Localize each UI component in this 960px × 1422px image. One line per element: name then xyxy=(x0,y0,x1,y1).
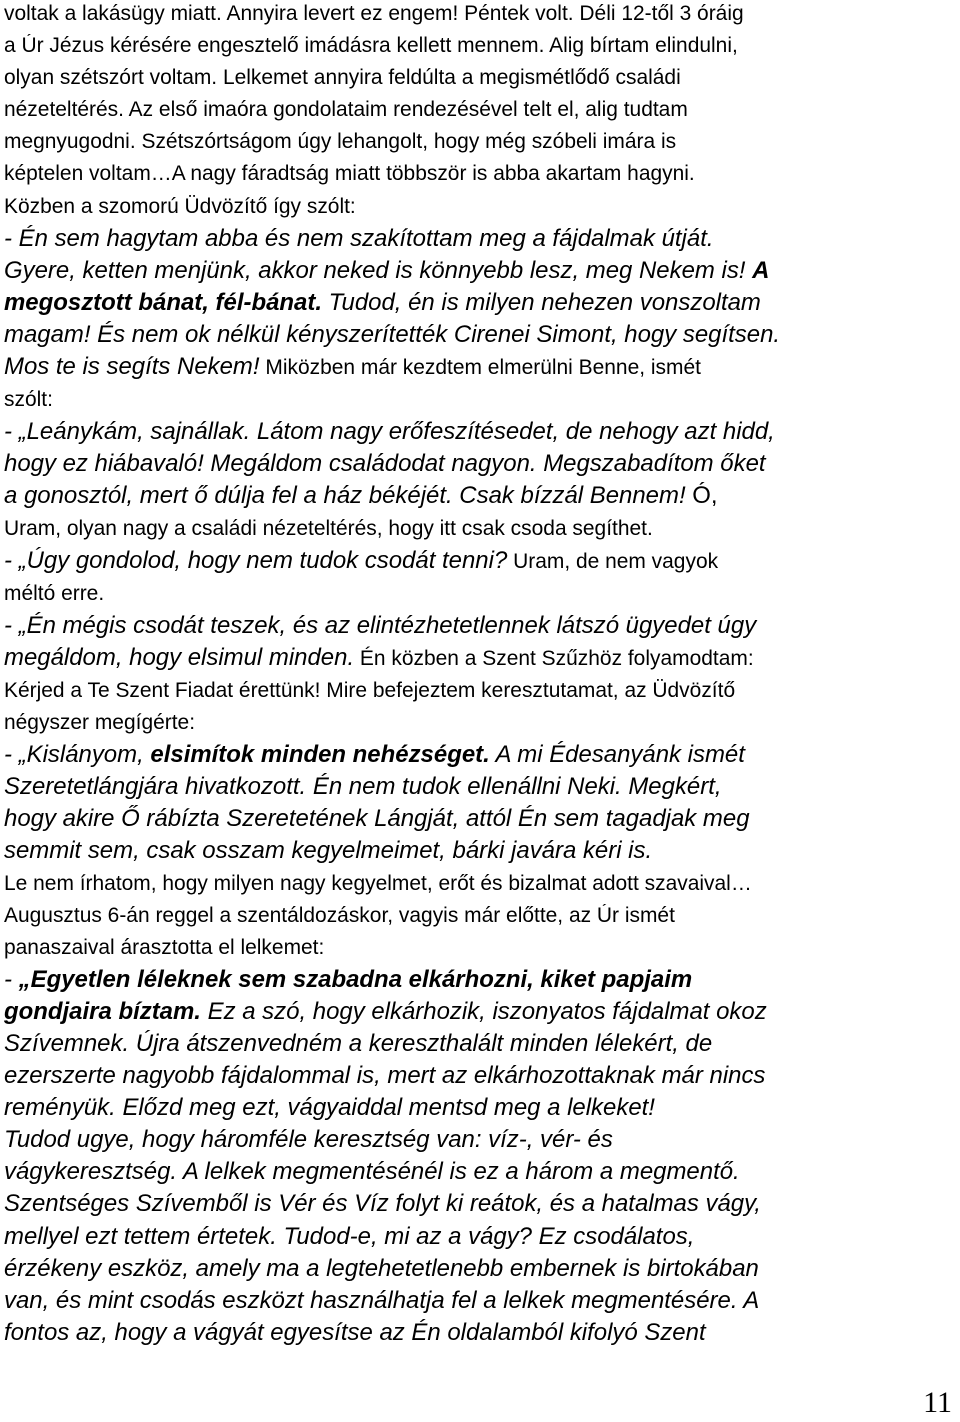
text-line xyxy=(4,30,954,62)
text-run: Le nem írhatom, hogy milyen nagy kegyelmet, erőt és bizalmat adott szavaival… xyxy=(4,871,752,895)
text-run: hogy ez hiábavaló! Megáldom családodat nagyon. Megszabadítom őket xyxy=(4,450,766,478)
text-run: a gonosztól, mert ő dúlja fel a ház békéjét. Csak bízzál Bennem! xyxy=(4,482,686,510)
text-line xyxy=(4,158,954,190)
text-run: „Egyetlen léleknek sem szabadna elkárhozni, kiket papjaim xyxy=(18,965,693,993)
text-line xyxy=(4,1028,954,1060)
text-line xyxy=(4,1317,954,1349)
text-line xyxy=(4,384,954,416)
text-line xyxy=(4,771,954,803)
text-line xyxy=(4,0,954,30)
text-run: Szentséges Szívemből is Vér és Víz folyt ki reátok, és a hatalmas vágy, xyxy=(4,1190,761,1218)
text-line xyxy=(4,319,954,351)
text-run: elsimítok minden nehézséget. xyxy=(150,741,490,769)
text-line xyxy=(4,578,954,610)
text-run: Közben a szomorú Üdvözítő így szólt: xyxy=(4,194,356,218)
text-run: megnyugodni. Szétszórtságom úgy lehangolt, hogy még szóbeli imára is xyxy=(4,130,677,154)
text-run: van, és mint csodás eszközt használhatja fel a lelkek megmentésére. A xyxy=(4,1286,760,1314)
text-line xyxy=(4,1253,954,1285)
text-line xyxy=(4,1188,954,1220)
text-line xyxy=(4,675,954,707)
text-line xyxy=(4,416,954,448)
text-run: - „Kislányom, xyxy=(4,741,151,769)
text-run: négyszer megígérte: xyxy=(4,711,196,735)
text-line xyxy=(4,126,954,158)
text-run: Szívemnek. Újra átszenvedném a kereszthalált minden lélekért, de xyxy=(4,1030,713,1057)
text-run: Uram, de nem vagyok xyxy=(507,549,719,573)
text-line xyxy=(4,1124,954,1156)
text-line xyxy=(4,287,954,319)
text-run: olyan szétszórt voltam. Lelkemet annyira feldúlta a megismétlődő családi xyxy=(4,66,681,90)
text-run: semmit sem, csak osszam kegyelmeimet, bárki javára kéri is. xyxy=(4,837,653,865)
text-line xyxy=(4,803,954,835)
text-line xyxy=(4,191,954,223)
text-line xyxy=(4,642,954,675)
text-line xyxy=(4,351,954,384)
text-run: megáldom, hogy elsimul minden. xyxy=(4,643,355,671)
text-run: - „Úgy gondolod, hogy nem tudok csodát tenni? xyxy=(4,546,508,574)
document-body xyxy=(4,0,956,1349)
text-run: - Én sem hagytam abba és nem szakítottam meg a fájdalmak útját. xyxy=(4,224,714,252)
text-run: nézeteltérés. Az első imaóra gondolataim rendezésével telt el, alig tudtam xyxy=(4,98,688,122)
text-run: Miközben már kezdtem elmerülni Benne, ismét xyxy=(259,356,701,380)
text-line xyxy=(4,94,954,126)
text-line xyxy=(4,835,954,867)
text-line xyxy=(4,1285,954,1317)
text-line xyxy=(4,1060,954,1092)
text-run: szólt: xyxy=(4,388,53,412)
text-line xyxy=(4,480,954,512)
text-run: hogy akire Ő rábízta Szeretetének Lángját, attól Én sem tagadjak meg xyxy=(4,805,750,833)
text-run: a Úr Jézus kérésére engesztelő imádásra kellett mennem. Alig bírtam elindulni, xyxy=(4,34,738,58)
text-line xyxy=(4,739,954,771)
text-run: A xyxy=(752,256,770,284)
text-run: Kérjed a Te Szent Fiadat érettünk! Mire befejeztem keresztutamat, az Üdvözítő xyxy=(4,678,736,702)
text-run: - „Leánykám, sajnállak. Látom nagy erőfeszítésedet, de nehogy azt hidd, xyxy=(4,418,775,446)
text-run: Ez a szó, hogy elkárhozik, iszonyatos fájdalmat okoz xyxy=(200,997,767,1025)
text-line xyxy=(4,223,954,255)
text-line xyxy=(4,545,954,578)
text-run: panaszaival árasztotta el lelkemet: xyxy=(4,935,325,959)
text-run: Én közben a Szent Szűzhöz folyamodtam: xyxy=(354,646,754,670)
text-line xyxy=(4,900,954,932)
text-run: Uram, olyan nagy a családi nézeteltérés, hogy itt csak csoda segíthet. xyxy=(4,516,653,540)
text-line xyxy=(4,513,954,545)
text-run: A mi Édesanyánk ismét xyxy=(489,741,745,769)
text-run: - „Én mégis csodát teszek, és az elintézhetetlennek látszó ügyedet úgy xyxy=(4,611,757,639)
text-run: reményük. Előzd meg ezt, vágyaiddal mentsd meg a lelkeket! xyxy=(4,1094,655,1122)
text-line xyxy=(4,255,954,287)
text-run: Ó, xyxy=(685,482,718,510)
text-run: ezerszerte nagyobb fájdalommal is, mert az elkárhozottaknak már nincs xyxy=(4,1062,766,1090)
text-run: - xyxy=(4,965,19,993)
text-line xyxy=(4,62,954,94)
text-line xyxy=(4,707,954,739)
text-run: Tudod ugye, hogy háromféle keresztség van: víz-, vér- és xyxy=(4,1126,613,1154)
text-run: gondjaira bíztam. xyxy=(4,997,201,1025)
text-run: Mos te is segíts Nekem! xyxy=(4,353,260,381)
text-run: Szeretetlángjára hivatkozott. Én nem tudok ellenállni Neki. Megkért, xyxy=(4,773,722,801)
text-run: Augusztus 6-án reggel a szentáldozáskor, vagyis már előtte, az Úr ismét xyxy=(4,903,675,927)
text-line xyxy=(4,964,954,996)
text-line xyxy=(4,1221,954,1253)
text-run: Gyere, ketten menjünk, akkor neked is könnyebb lesz, meg Nekem is! xyxy=(4,256,753,284)
text-run: vágykeresztség. A lelkek megmentésénél is ez a három a megmentő. xyxy=(4,1158,740,1186)
text-run: érzékeny eszköz, amely ma a legtehetetlenebb embernek is birtokában xyxy=(4,1254,759,1282)
text-run: Tudod, én is milyen nehezen vonszoltam xyxy=(322,288,761,316)
text-run: megosztott bánat, fél-bánat. xyxy=(4,288,323,316)
text-run: magam! És nem ok nélkül kényszerítették Cirenei Simont, hogy segítsen. xyxy=(4,320,781,348)
text-line xyxy=(4,868,954,900)
text-line xyxy=(4,996,954,1028)
text-run: méltó erre. xyxy=(4,581,105,605)
text-run: voltak a lakásügy miatt. Annyira levert ez engem! Péntek volt. Déli 12-től 3 óráig xyxy=(4,2,744,25)
text-run: mellyel ezt tettem értetek. Tudod-e, mi az a vágy? Ez csodálatos, xyxy=(4,1222,695,1250)
text-line xyxy=(4,610,954,642)
page-number: 11 xyxy=(923,1386,952,1419)
text-line xyxy=(4,1092,954,1124)
text-run: képtelen voltam…A nagy fáradtság miatt többször is abba akartam hagyni. xyxy=(4,162,695,186)
text-line xyxy=(4,448,954,480)
text-run: fontos az, hogy a vágyát egyesítse az Én oldalamból kifolyó Szent xyxy=(4,1318,706,1346)
text-line xyxy=(4,932,954,964)
text-line xyxy=(4,1156,954,1188)
